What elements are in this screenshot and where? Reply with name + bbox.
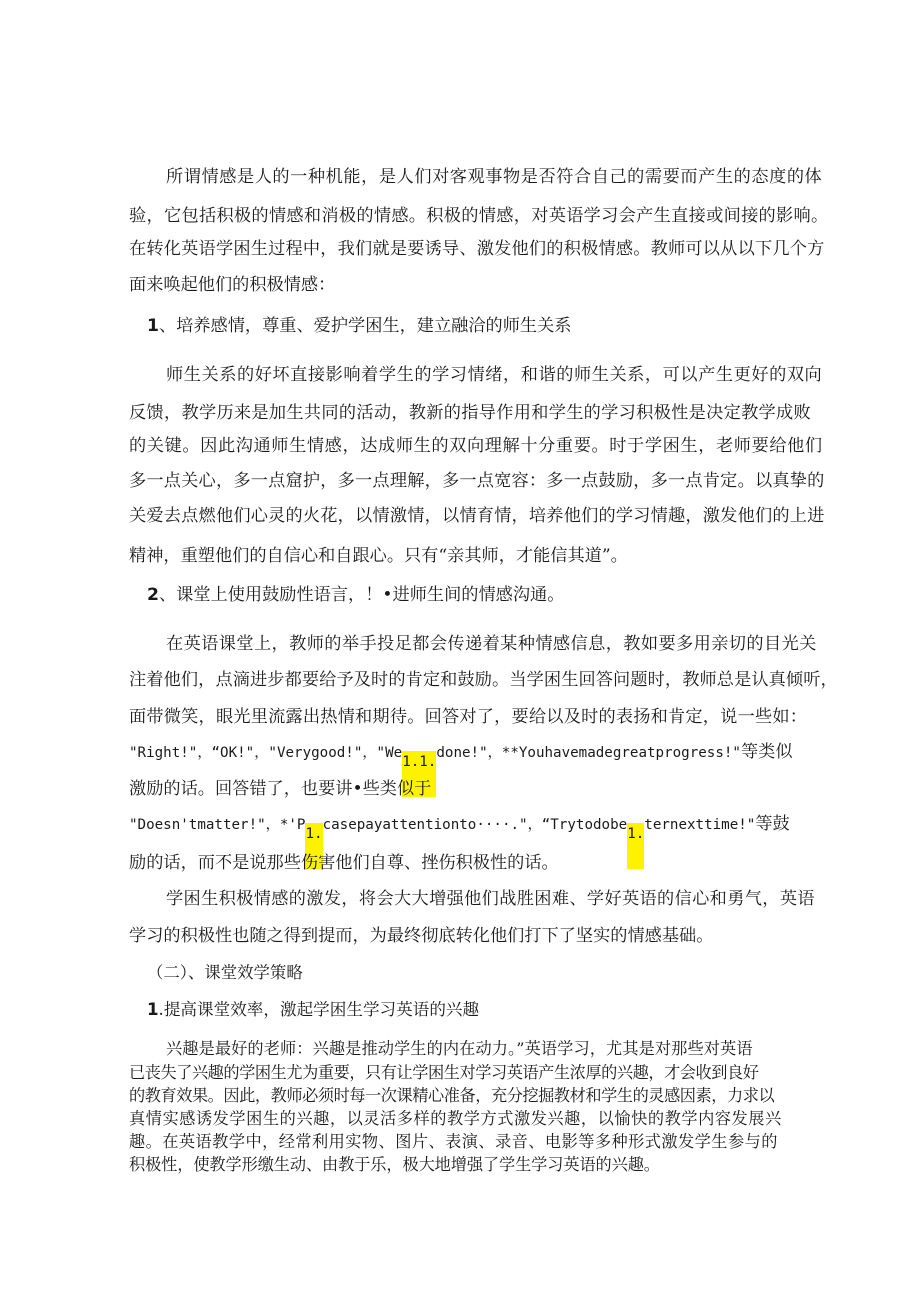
para2-line6: 精神，重塑他们的自信心和自跟心。只有“亲其师，才能信其道”。 xyxy=(129,546,628,566)
section-heading-1 xyxy=(147,315,571,337)
heading-text: 、课堂上使用鼓励性语言，！•进师生间的情感沟通。 xyxy=(158,585,565,605)
para5-line2: 已丧失了兴趣的学困生尤为重要，只有让学困生对学习英语产生浓厚的兴趣，才会收到良好 xyxy=(129,1063,759,1082)
para3-line2: 注着他们，点滴进步都要给予及时的肯定和鼓励。当学困生回答问题时，教师总是认真倾听， xyxy=(129,670,838,690)
english-phrases-tail: 等鼓 xyxy=(755,814,790,834)
heading-number: 1 xyxy=(147,1000,159,1019)
highlight-mark: 1. xyxy=(305,823,322,869)
para5-line6: 积极性，使教学形缴生动、由教于乐，极大地增强了学生学习英语的兴趣。 xyxy=(129,1155,660,1174)
english-phrases-tail: 等类似 xyxy=(740,742,793,762)
heading-text: .提高课堂效率，激起学困生学习英语的兴趣 xyxy=(158,1000,480,1019)
para1-line3: 在转化英语学困生过程中，我们就是要诱导、激发他们的积极情感。教师可以从以下几个方 xyxy=(129,239,825,259)
para1-line4: 面来唤起他们的积极情感： xyxy=(129,275,336,295)
section-heading-2 xyxy=(147,584,564,606)
english-phrases-b: done!"，**Youhavemadegreatprogress!" xyxy=(436,745,741,761)
para1-line1: 所谓情感是人的一种机能，是人们对客观事物是否符合自己的需要而产生的态度的体 xyxy=(166,167,823,187)
para2-line5: 关爱去点燃他们心灵的火花，以情激情，以情育情，培养他们的学习情趣，激发他们的上进 xyxy=(129,506,825,526)
section-heading-3: （二）、课堂效学策略 xyxy=(147,963,303,982)
para4-line2: 学习的积极性也随之得到提而，为最终彻底转化他们打下了坚实的情感基础。 xyxy=(129,926,714,946)
para5-line1: 兴趣是最好的老师：兴趣是推动学生的内在动力。”英语学习，尤其是对那些对英语 xyxy=(166,1039,753,1058)
para1-line2: 验，它包括积极的情感和消极的情感。积极的情感，对英语学习会产生直接或间接的影响。 xyxy=(129,206,829,226)
para2-line2: 反馈，教学历来是加生共同的活动，教新的指导作用和学生的学习积极性是决定教学成败 xyxy=(129,403,812,423)
para2-line1: 师生关系的好坏直接影响着学生的学习情绪，和谐的师生关系，可以产生更好的双向 xyxy=(166,365,823,385)
section-heading-4 xyxy=(147,999,479,1021)
para5-line4: 真情实感诱发学困生的兴趣，以灵活多样的教学方式激发兴趣，以愉快的教学内容发展兴 xyxy=(129,1109,782,1128)
heading-text: 、培养感情，尊重、爱护学困生，建立融洽的师生关系 xyxy=(158,316,572,336)
para5-line5: 趣。在英语教学中，经常利用实物、图片、表演、录音、电影等多种形式激发学生参与的 xyxy=(129,1132,778,1151)
english-phrases-c: ternexttime!" xyxy=(644,817,756,833)
para3-line3: 面带微笑，眼光里流露出热情和期待。回答对了，要给以及时的表扬和肯定，说一些如： xyxy=(129,707,808,727)
heading-number: 2 xyxy=(147,585,159,605)
para3-line7: 励的话，而不是说那些伤害他们自尊、挫伤积极性的话。 xyxy=(129,853,559,873)
english-phrases-b: casepayattentionto····."，“Trytodobe xyxy=(322,817,628,833)
english-phrases-a: "Right!"，“OK!"，"Verygood!"，"We xyxy=(129,745,403,761)
highlight-mark: 1. xyxy=(627,823,644,869)
para2-line3: 的关键。因此沟通师生情感，达成师生的双向理解十分重要。时于学困生，老师要给他们 xyxy=(129,436,823,456)
para3-line1: 在英语课堂上，教师的举手投足都会传递着某种情感信息，教如要多用亲切的目光关 xyxy=(166,634,817,654)
highlight-mark: 1.1. xyxy=(402,751,436,797)
para4-line1: 学困生积极情感的激发，将会大大增强他们战胜困难、学好英语的信心和勇气，英语 xyxy=(166,889,815,909)
heading-number: 1 xyxy=(147,316,159,336)
para2-line4: 多一点关心，多一点窟护，多一点理解，多一点宽容：多一点鼓励，多一点肯定。以真挚的 xyxy=(129,471,825,491)
para3-line5: 激励的话。回答错了，也要讲•些类似于 xyxy=(129,779,432,799)
para5-line3: 的教育效果。因此，教师必须时每一次课精心准备，充分挖掘教材和学生的灵感因素，力求以 xyxy=(129,1086,775,1105)
english-phrases-a: "Doesn'tmatter!"，*'P xyxy=(129,817,306,833)
